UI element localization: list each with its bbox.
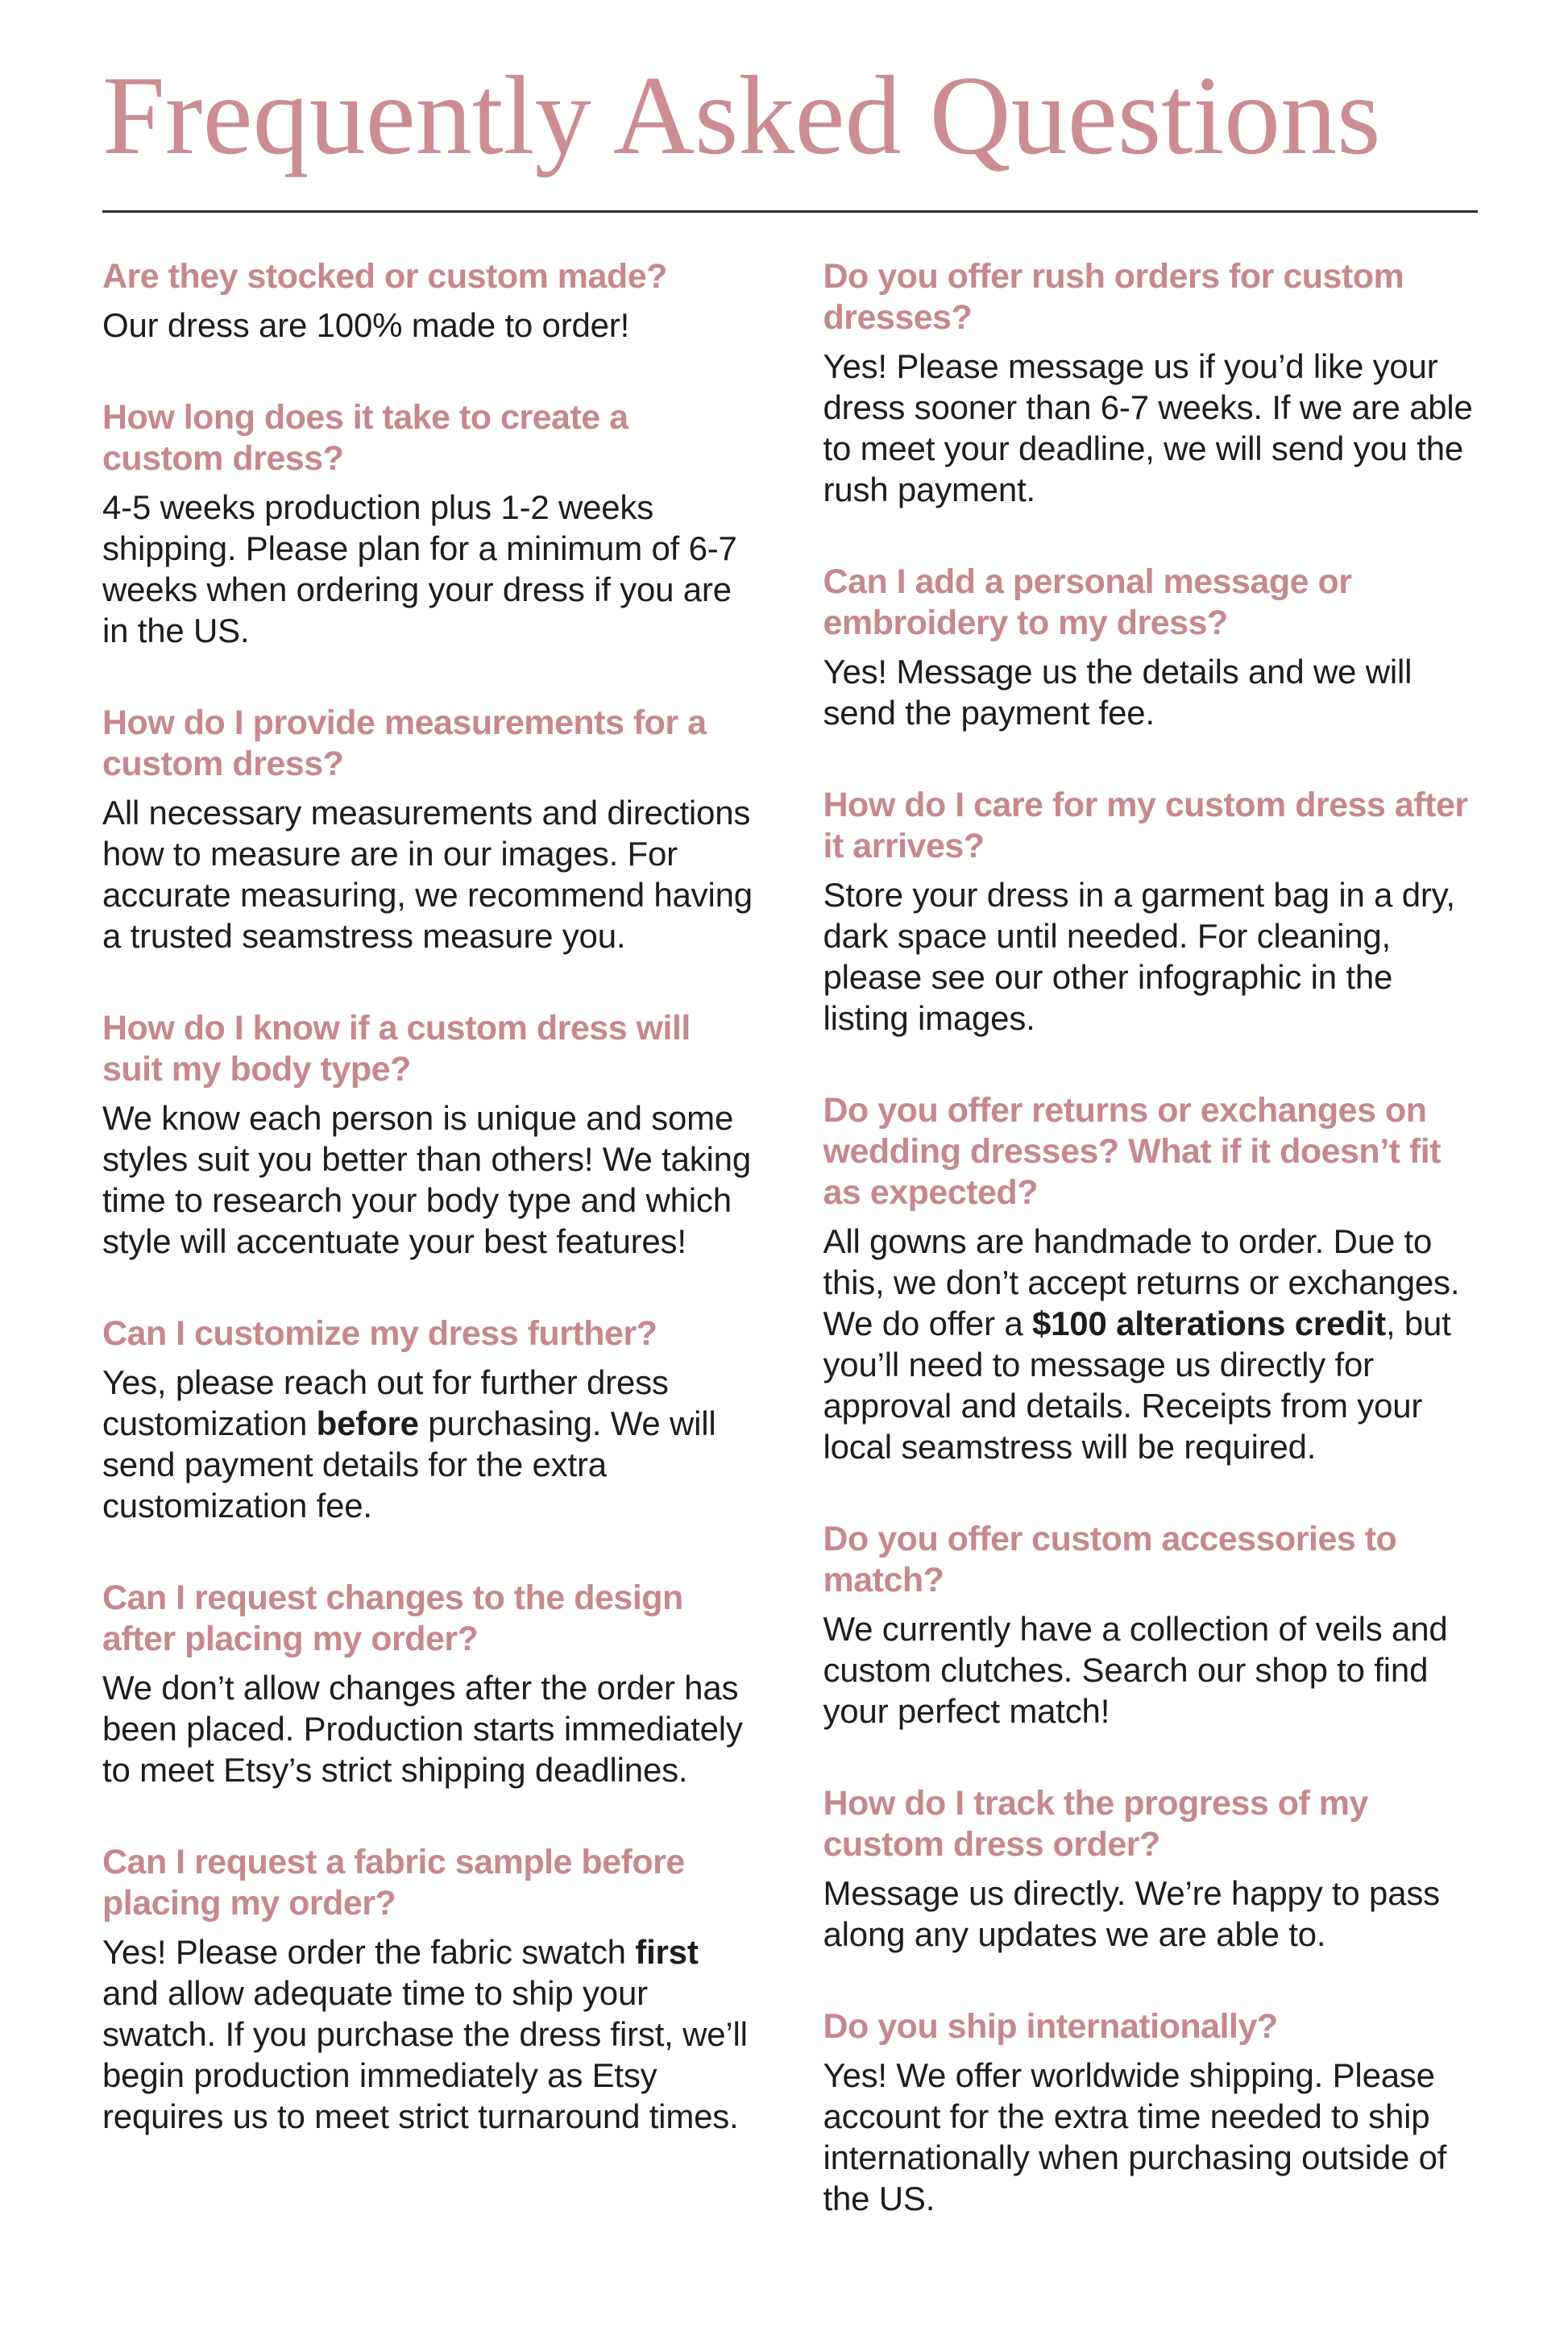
faq-item: [823, 562, 1479, 733]
faq-item: [823, 1519, 1479, 1732]
faq-item: [823, 2006, 1479, 2219]
answer-text: Yes! We offer worldwide shipping. Please account for the extra time needed to ship internationally when purchasing outside of the US.: [823, 2055, 1447, 2217]
faq-answer: [823, 2055, 1479, 2219]
faq-answer: [102, 792, 757, 956]
faq-answer: [102, 1931, 757, 2137]
answer-text: 4-5 weeks production plus 1-2 weeks shipping. Please plan for a minimum of 6-7 weeks when ordering your dress if you are in the US.: [102, 487, 737, 649]
faq-question: How long does it take to create a custom dress?: [102, 397, 628, 478]
answer-bold-text: first: [635, 1932, 699, 1971]
answer-text: All gowns are handmade to order. Due to this, we don’t accept returns or exchanges. We do offer a: [823, 1222, 1460, 1342]
faq-answer: [102, 487, 757, 651]
faq-answer: [823, 1221, 1479, 1467]
faq-question: Can I add a personal message or embroidery to my dress?: [823, 562, 1352, 642]
faq-item: [823, 256, 1479, 510]
faq-item: [102, 397, 757, 651]
answer-text: Yes! Please message us if you’d like your dress sooner than 6-7 weeks. If we are able to meet your deadline, we will send you the rush payment.: [823, 346, 1473, 508]
faq-answer: [823, 1608, 1479, 1732]
page-title: Frequently Asked Questions: [102, 53, 1381, 178]
faq-item: [102, 256, 757, 346]
answer-bold-text: $100 alterations credit: [1031, 1304, 1386, 1342]
faq-question: Can I customize my dress further?: [102, 1313, 657, 1353]
faq-answer: [102, 1667, 757, 1790]
faq-answer: [102, 1097, 757, 1262]
answer-text: All necessary measurements and directions how to measure are in our images. For accurate measuring, we recommend having a trusted seamstress measure you.: [102, 793, 753, 955]
answer-text: Our dress are 100% made to order!: [102, 305, 630, 344]
faq-item: [102, 703, 757, 956]
answer-text: Yes! Message us the details and we will send the payment fee.: [823, 652, 1412, 732]
faq-question: Do you ship internationally?: [823, 2006, 1278, 2046]
faq-item: [102, 1842, 757, 2137]
faq-question: Do you offer custom accessories to match?: [823, 1519, 1397, 1599]
faq-question: How do I care for my custom dress after it arrives?: [823, 785, 1468, 865]
faq-question: Can I request a fabric sample before placing my order?: [102, 1842, 685, 1923]
faq-answer: [823, 651, 1479, 733]
faq-question: Are they stocked or custom made?: [102, 256, 667, 296]
answer-text: Message us directly. We’re happy to pass along any updates we are able to.: [823, 1873, 1440, 1953]
faq-item: [102, 1008, 757, 1262]
faq-item: [823, 1783, 1479, 1955]
faq-question: How do I know if a custom dress will suit my body type?: [102, 1008, 691, 1089]
faq-answer: [102, 1362, 757, 1526]
faq-column-right: [823, 256, 1479, 2271]
faq-question: How do I provide measurements for a custom dress?: [102, 703, 707, 783]
faq-columns: [102, 256, 1478, 2271]
faq-item: [823, 1090, 1479, 1467]
faq-question: How do I track the progress of my custom dress order?: [823, 1783, 1368, 1864]
title-divider: [102, 210, 1478, 213]
faq-item: [102, 1578, 757, 1790]
faq-answer: [823, 1873, 1479, 1955]
faq-answer: [823, 346, 1479, 510]
answer-text: We currently have a collection of veils and custom clutches. Search our shop to find your perfect match!: [823, 1609, 1448, 1730]
answer-text: Yes! Please order the fabric swatch: [102, 1932, 636, 1971]
faq-question: Do you offer rush orders for custom dresses?: [823, 256, 1404, 337]
answer-text: , but you’ll need to message us directly for approval and details. Receipts from your local seamstress will be required.: [823, 1304, 1451, 1466]
answer-text: We don’t allow changes after the order has been placed. Production starts immediately to meet Etsy’s strict shipping deadlines.: [102, 1668, 743, 1789]
answer-text: purchasing. We will send payment details for the extra customization fee.: [102, 1404, 716, 1524]
answer-text: We know each person is unique and some styles suit you better than others! We taking time to research your body type and which style will accentuate your best features!: [102, 1098, 751, 1260]
answer-text: Yes, please reach out for further dress customization: [102, 1363, 669, 1442]
faq-answer: [102, 305, 757, 346]
answer-text: Store your dress in a garment bag in a dry, dark space until needed. For cleaning, please see our other infographic in the listing images.: [823, 875, 1455, 1037]
faq-column-left: [102, 256, 757, 2271]
answer-bold-text: before: [316, 1404, 419, 1442]
answer-text: and allow adequate time to ship your swatch. If you purchase the dress first, we’ll begin production immediately as Etsy requires us to meet strict turnaround times.: [102, 1973, 748, 2135]
faq-question: Do you offer returns or exchanges on wedding dresses? What if it doesn’t fit as expected?: [823, 1090, 1441, 1212]
faq-question: Can I request changes to the design after placing my order?: [102, 1578, 683, 1658]
faq-item: [102, 1313, 757, 1526]
faq-answer: [823, 874, 1479, 1039]
faq-item: [823, 785, 1479, 1039]
